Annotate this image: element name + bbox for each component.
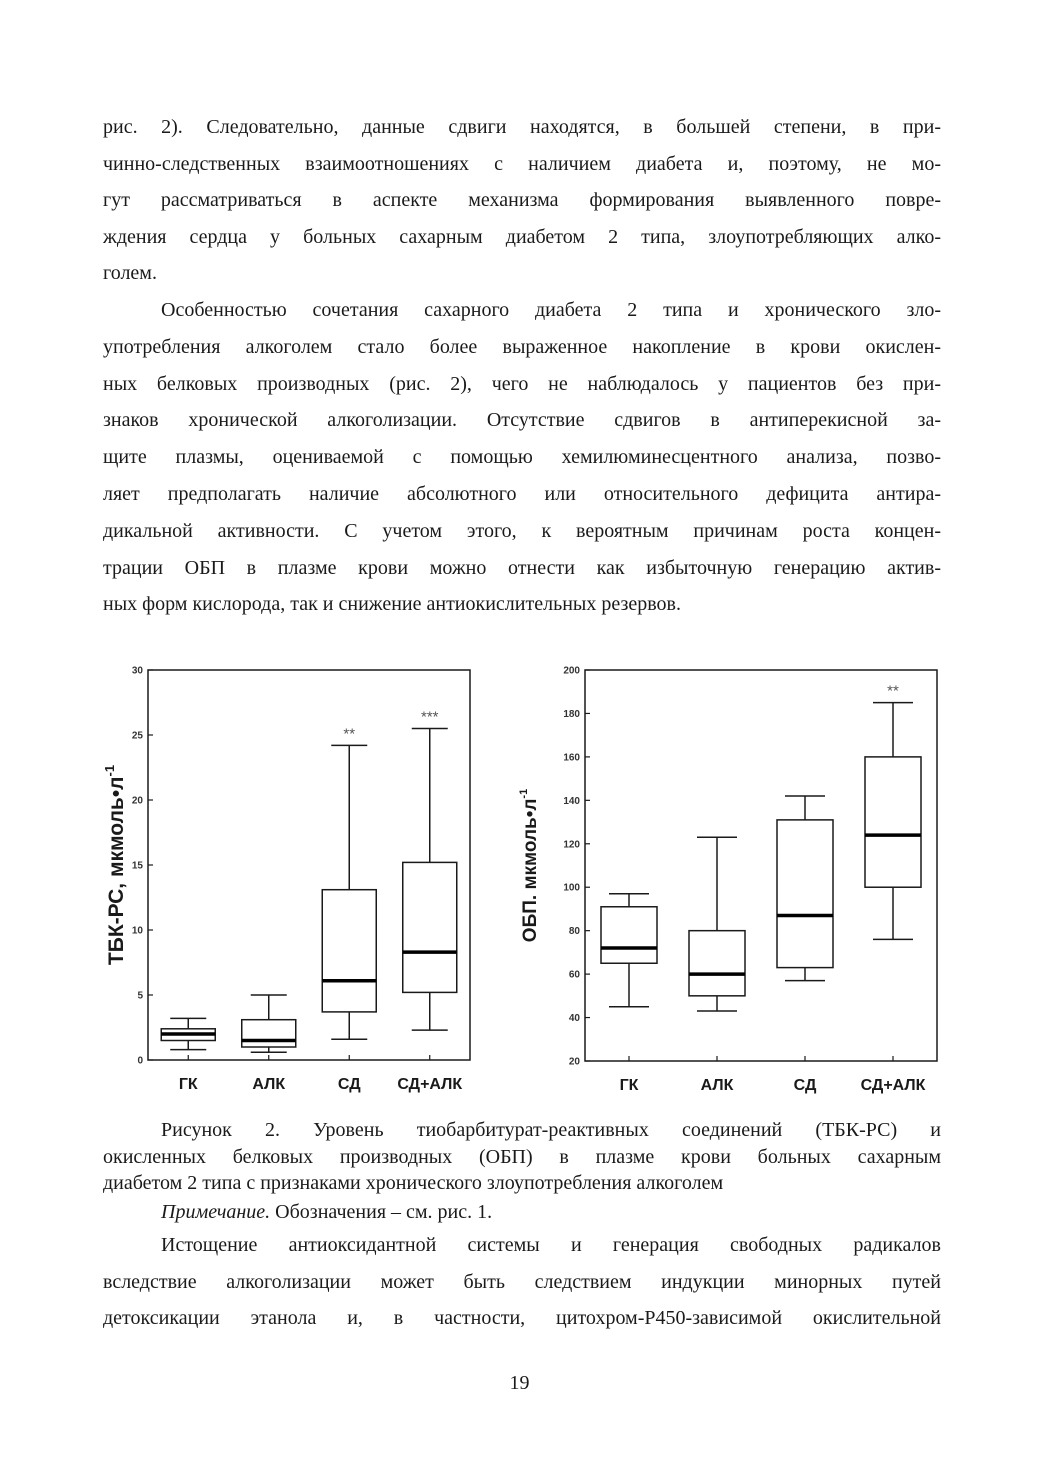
significance-mark: **	[343, 725, 356, 743]
iqr-box	[322, 890, 376, 1012]
text-line: ждения сердца у больных сахарным диабетом 2 типа, злоупотребляющих алко-	[103, 225, 941, 248]
significance-mark: **	[887, 682, 899, 700]
text-line: ных белковых производных (рис. 2), чего не наблюдалось у пациентов без при-	[103, 372, 941, 395]
y-tick-label: 0	[137, 1055, 143, 1067]
text-line: рис. 2). Следовательно, данные сдвиги находятся, в большей степени, в при-	[103, 116, 941, 138]
y-tick-label: 80	[568, 926, 580, 938]
category-label: СД+АЛК	[397, 1076, 463, 1093]
text-line: голем.	[103, 262, 157, 284]
y-tick-label: 20	[568, 1056, 580, 1068]
category-label: ГК	[178, 1076, 198, 1093]
y-tick-label: 5	[137, 990, 143, 1002]
y-axis-label-superscript: -1	[102, 764, 117, 777]
y-axis-label	[102, 765, 128, 965]
text-line: Истощение антиоксидантной системы и генерация свободных радикалов	[161, 1234, 941, 1256]
paragraph-1	[103, 109, 941, 292]
y-tick-label: 180	[563, 708, 580, 720]
text-line: вследствие алкоголизации может быть следствием индукции минорных путей	[103, 1270, 941, 1293]
y-axis-label	[518, 789, 541, 942]
category-label: АЛК	[700, 1077, 734, 1094]
obp-boxplot	[512, 655, 952, 1100]
category-label: ГК	[619, 1077, 639, 1094]
y-axis-label-superscript: -1	[518, 788, 530, 799]
iqr-box	[689, 931, 745, 996]
caption-line: диабетом 2 типа с признаками хронического злоупотребления алкоголем	[103, 1172, 724, 1194]
text-line: гут рассматриваться в аспекте механизма формирования выявленного повре-	[103, 189, 941, 211]
text-line: трации ОБП в плазме крови можно отнести как избыточную генерацию актив-	[103, 556, 941, 579]
y-tick-label: 160	[563, 752, 580, 764]
y-tick-label: 25	[131, 730, 143, 742]
paragraph-2	[103, 292, 941, 623]
text-line: ляет предполагать наличие абсолютного или относительного дефицита антира-	[103, 482, 941, 505]
y-tick-label: 20	[131, 795, 143, 807]
figure-note	[161, 1198, 492, 1226]
y-tick-label: 40	[568, 1013, 580, 1025]
iqr-box	[403, 862, 457, 992]
category-label: СД	[337, 1076, 361, 1093]
caption-line: окисленных белковых производных (ОБП) в плазме крови больных сахарным	[103, 1145, 941, 1168]
y-tick-label: 200	[563, 665, 580, 677]
y-tick-label: 10	[131, 925, 143, 937]
y-tick-label: 15	[131, 860, 143, 872]
y-axis-label-main: ТБК-РС, мкмоль•л	[105, 776, 128, 966]
paragraph-3	[103, 1227, 941, 1337]
text-line: дикальной активности. С учетом этого, к вероятным причинам роста концен-	[103, 519, 941, 542]
text-line: знаков хронической алкоголизации. Отсутствие сдвигов в антиперекисной за-	[103, 409, 941, 432]
iqr-box	[242, 1020, 296, 1047]
iqr-box	[601, 907, 657, 963]
y-tick-label: 30	[131, 665, 143, 677]
tbk-rs-boxplot	[95, 655, 485, 1100]
text-line: детоксикации этанола и, в частности, цитохром-Р450-зависимой окислительной	[103, 1307, 941, 1329]
text-line: щите плазмы, оцениваемой с помощью хемилюминесцентного анализа, позво-	[103, 446, 941, 469]
y-tick-label: 120	[563, 839, 580, 851]
y-tick-label: 140	[563, 795, 580, 807]
y-tick-label: 60	[568, 969, 580, 981]
note-label: Примечание.	[161, 1201, 271, 1223]
category-label: СД	[793, 1077, 817, 1094]
text-line: ных форм кислорода, так и снижение антиокислительных резервов.	[103, 593, 681, 616]
text-line: Особенностью сочетания сахарного диабета 2 типа и хронического зло-	[161, 299, 941, 321]
iqr-box	[865, 757, 921, 887]
category-label: АЛК	[252, 1076, 286, 1093]
y-axis-label-main: ОБП. мкмоль•л	[520, 798, 541, 943]
iqr-box	[777, 820, 833, 968]
figure-caption	[103, 1117, 941, 1197]
note-text: Обозначения – см. рис. 1.	[270, 1201, 493, 1223]
text-line: чинно-следственных взаимоотношениях с наличием диабета и, поэтому, не мо-	[103, 152, 941, 175]
caption-line: Рисунок 2. Уровень тиобарбитурат-реактивных соединений (ТБК-РС) и	[161, 1119, 941, 1141]
y-tick-label: 100	[563, 882, 580, 894]
text-line: употребления алкоголем стало более выраженное накопление в крови окислен-	[103, 335, 941, 358]
page-number: 19	[509, 1372, 530, 1394]
significance-mark: ***	[420, 708, 439, 726]
category-label: СД+АЛК	[860, 1077, 926, 1094]
